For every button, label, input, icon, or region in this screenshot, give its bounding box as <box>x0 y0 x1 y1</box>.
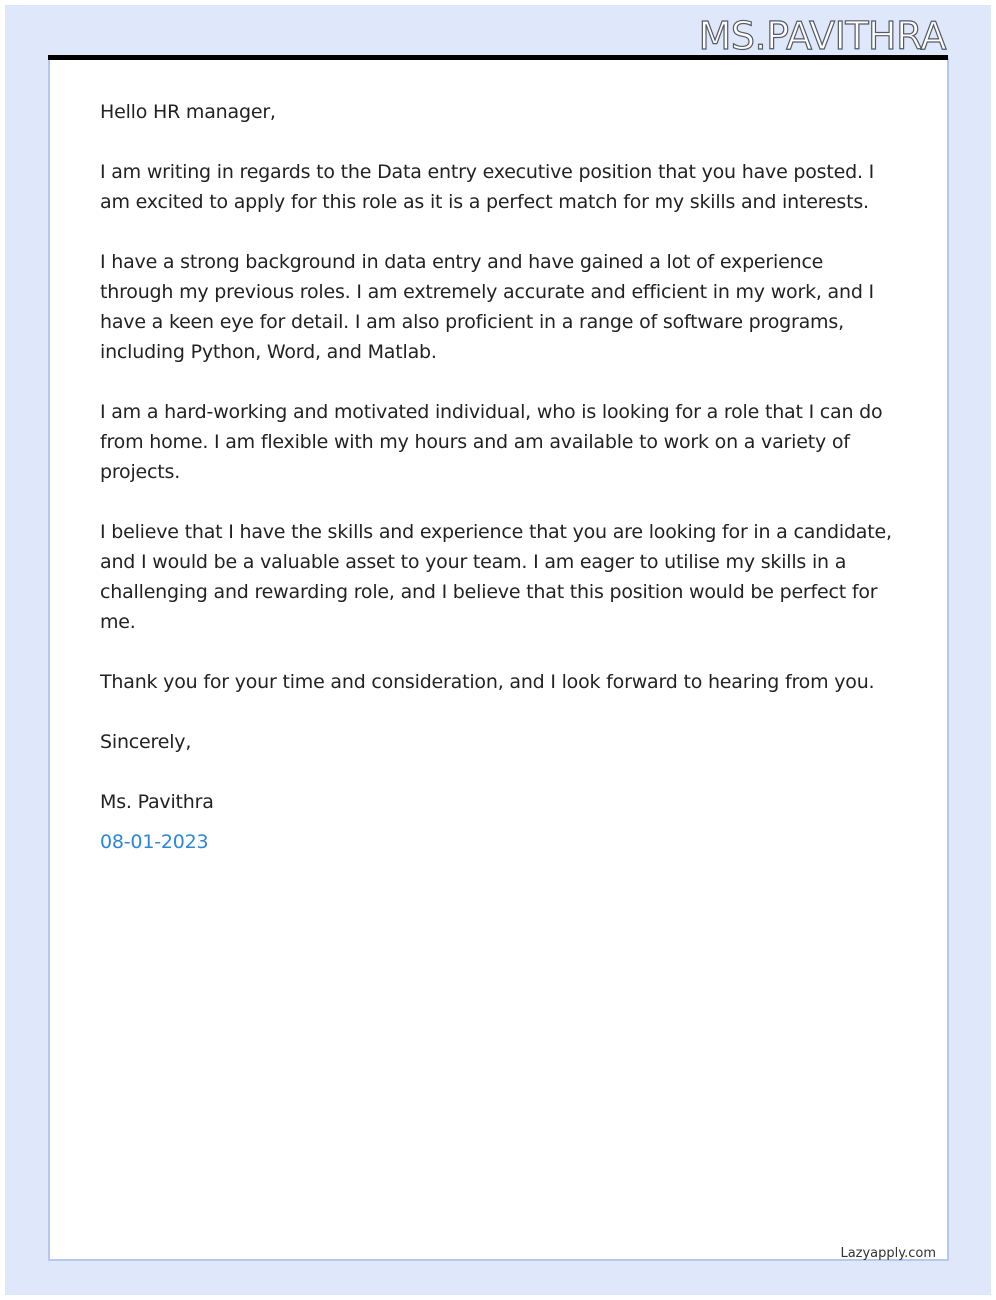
footer-brand: Lazyapply.com <box>840 1246 936 1261</box>
letter-paragraph: Thank you for your time and consideration, and I look forward to hearing from you. <box>100 671 875 693</box>
letter-paragraph: I believe that I have the skills and experience that you are looking for in a candidate, and I would be a valuable asset to your team. I am eager to utilise my skills in a challenging and rewarding role, and I believe that this position would be perfect for me. <box>100 521 892 633</box>
letter-date: 08-01-2023 <box>100 831 209 853</box>
letter-body <box>100 97 900 887</box>
letter-greeting: Hello HR manager, <box>100 101 276 123</box>
letter-paragraph: I am a hard-working and motivated individual, who is looking for a role that I can do from home. I am flexible with my hours and am available to work on a variety of projects. <box>100 401 883 483</box>
letter-signature: Ms. Pavithra <box>100 791 214 813</box>
letter-paragraph: I have a strong background in data entry and have gained a lot of experience through my previous roles. I am extremely accurate and efficient in my work, and I have a keen eye for detail. I am also proficient in a range of software programs, including Python, Word, and Matlab. <box>100 251 874 363</box>
header-name: MS.PAVITHRA <box>698 14 946 58</box>
letter-paragraph: I am writing in regards to the Data entry executive position that you have posted. I am excited to apply for this role as it is a perfect match for my skills and interests. <box>100 161 875 213</box>
letter-closing: Sincerely, <box>100 731 192 753</box>
